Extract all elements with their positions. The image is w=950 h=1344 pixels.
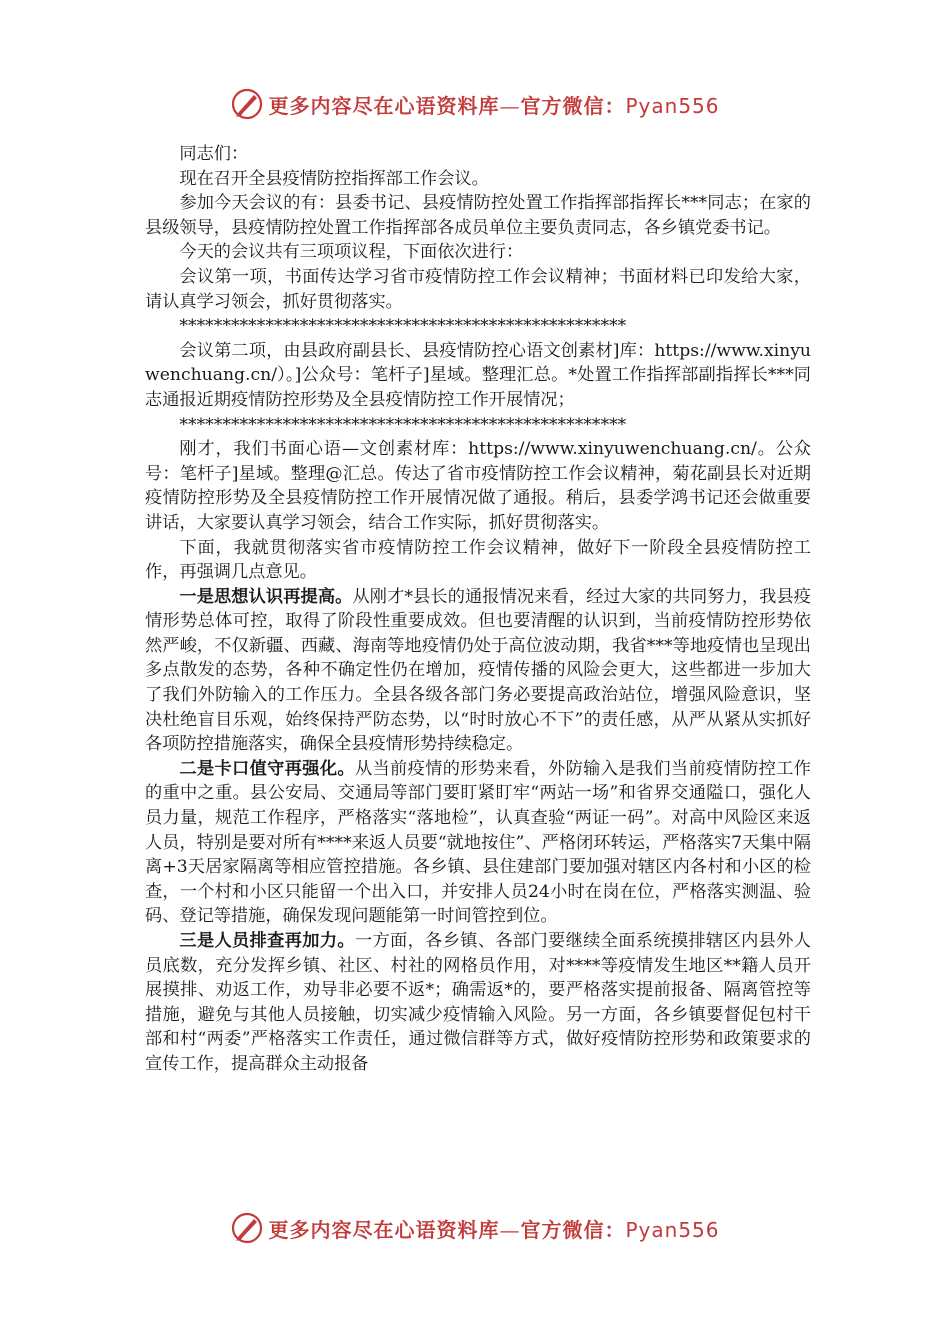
banner-dash: — [499, 1217, 521, 1242]
footer-banner [0, 1208, 950, 1248]
banner-main-text: 更多内容尽在心语资料库 [268, 1217, 500, 1242]
paragraph: 参加今天会议的有：县委书记、县疫情防控处置工作指挥部指挥长***同志；在家的县级领导，县疫情防控处置工作指挥部各成员单位主要负责同志，各乡镇党委书记。 [145, 193, 811, 238]
banner-wechat-id: Pyan556 [625, 93, 720, 118]
paragraph-lead: 三是人员排查再加力。 [179, 931, 355, 951]
paragraph: 一是思想认识再提高。从刚才*县长的通报情况来看，经过大家的共同努力，我县疫情形势总体可控，取得了阶段性重要成效。但也要清醒的认识到，当前疫情防控形势依然严峻，不仅新疆、西藏、海南等地疫情仍处于高位波动期，我省***等地疫情也呈现出多点散发的态势，各种不确定性仍在增加，疫情传播的风险会更大，这些都进一步加大了我们外防输入的工作压力。全县各级各部门务必要提高政治站位，增强风险意识，坚决杜绝盲目乐观，始终保持严防态势，以“时时放心不下”的责任感，从严从紧从实抓好各项防控措施落实，确保全县疫情形势持续稳定。 [145, 586, 811, 755]
paragraph: 下面，我就贯彻落实省市疫情防控工作会议精神，做好下一阶段全县疫情防控工作，再强调几点意见。 [145, 537, 811, 583]
paragraph-lead: 二是卡口值守再强化。 [179, 758, 355, 779]
paragraph: 刚才，我们书面心语—文创素材库：https://www.xinyuwenchuang.cn/。公众号：笔杆子]星域。整理@汇总。传达了省市疫情防控工作会议精神，菊花副县长对近期疫情防控形势及全县疫情防控工作开展情况做了通报。稍后，县委学鸿书记还会做重要讲话，大家要认真学习领会，结合工作实际，抓好贯彻落实。 [145, 439, 811, 533]
banner-wechat-label: 官方微信： [520, 1217, 626, 1242]
paragraph: 会议第一项，书面传达学习省市疫情防控工作会议精神；书面材料已印发给大家，请认真学习领会，抓好贯彻落实。 [145, 266, 811, 312]
header-banner [0, 84, 950, 124]
paragraph: 今天的会议共有三项项议程，下面依次进行： [179, 242, 524, 263]
separator-stars: **************************************************** [179, 414, 627, 435]
banner-wechat-id: Pyan556 [625, 1217, 720, 1242]
document-body [145, 142, 811, 1077]
paragraph: 会议第二项，由县政府副县长、县疫情防控心语文创素材]库：https://www.xinyuwenchuang.cn/）。]公众号：笔杆子]星域。整理汇总。*处置工作指挥部副指挥长***同志通报近期疫情防控形势及全县疫情防控工作开展情况； [145, 340, 811, 410]
banner-text [268, 1214, 719, 1243]
paragraph: 现在召开全县疫情防控指挥部工作会议。 [179, 168, 489, 189]
paragraph-lead: 一是思想认识再提高。 [179, 586, 353, 607]
separator-stars: **************************************************** [179, 316, 627, 337]
pen-logo-icon [230, 87, 264, 121]
banner-wechat-label: 官方微信： [520, 93, 626, 118]
paragraph: 二是卡口值守再强化。从当前疫情的形势来看，外防输入是我们当前疫情防控工作的重中之重。县公安局、交通局等部门要盯紧盯牢“两站一场”和省界交通隘口，强化人员力量，规范工作程序，严格落实“落地检”，认真查验“两证一码”。对高中风险区来返人员，特别是要对所有****来返人员要“就地按住”、严格闭环转运，严格落实7天集中隔离+3天居家隔离等相应管控措施。各乡镇、县住建部门要加强对辖区内各村和小区的检查，一个村和小区只能留一个出入口，并安排人员24小时在岗在位，严格落实测温、验码、登记等措施，确保发现问题能第一时间管控到位。 [145, 758, 811, 927]
banner-main-text: 更多内容尽在心语资料库 [268, 93, 500, 118]
banner-text [268, 90, 719, 119]
paragraph: 三是人员排查再加力。一方面，各乡镇、各部门要继续全面系统摸排辖区内县外人员底数，充分发挥乡镇、社区、村社的网格员作用，对****等疫情发生地区**籍人员开展摸排、劝返工作，劝导非必要不返*；确需返*的，要严格落实提前报备、隔离管控等措施，避免与其他人员接触，切实减少疫情输入风险。另一方面，各乡镇要督促包村干部和村“两委”严格落实工作责任，通过微信群等方式，做好疫情防控形势和政策要求的宣传工作，提高群众主动报备 [145, 931, 811, 1074]
paragraph: 同志们： [179, 144, 249, 164]
pen-logo-icon [230, 1211, 264, 1245]
banner-dash: — [499, 93, 521, 118]
